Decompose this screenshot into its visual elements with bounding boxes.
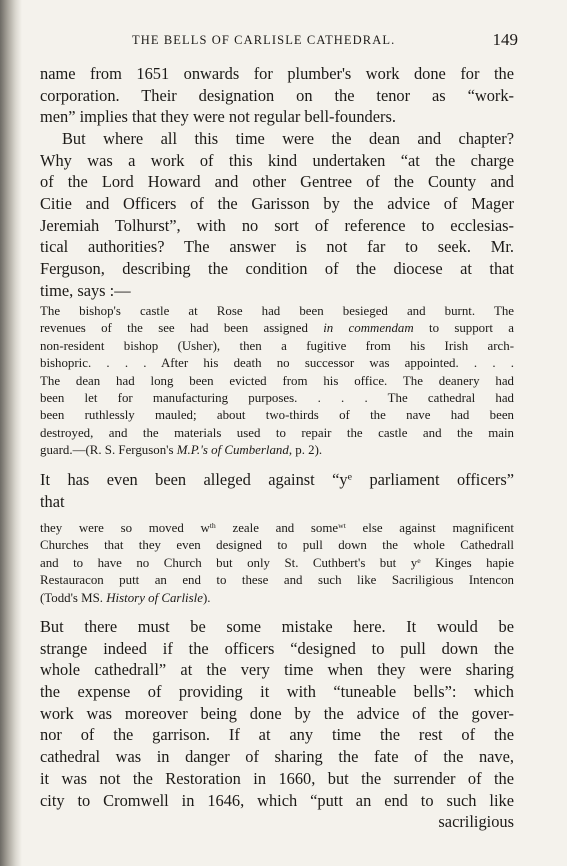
text-line: of the Lord Howard and other Gentree of the County and xyxy=(40,172,514,192)
text-line: time, says :— xyxy=(40,280,131,300)
quote-line: non-resident bishop (Usher), then a fugitive from his Irish arch- xyxy=(40,338,514,353)
text-line: tical authorities? The answer is not far to seek. Mr. xyxy=(40,237,514,257)
quote-line: bishopric. . . . After his death no successor was appointed. . . . xyxy=(40,356,514,371)
text-line: nor of the garrison. If at any time the rest of the xyxy=(40,725,514,745)
paragraph-dean-and-chapter xyxy=(40,128,514,302)
text-line: it was not the Restoration in 1660, but the surrender of the xyxy=(40,768,514,788)
text-line: Jeremiah Tolhurst”, with no sort of reference to ecclesias- xyxy=(40,215,514,235)
text-line: cathedral was in danger of sharing the fate of the nave, xyxy=(40,747,514,767)
quote-line: revenues of the see had been assigned in commendam to support a xyxy=(40,321,514,336)
quote-line: Churches that they even designed to pull down the whole Cathedrall xyxy=(40,538,514,553)
block-quote-todd xyxy=(40,520,514,607)
page-number: 149 xyxy=(492,30,518,49)
quote-line: they were so moved $w^{th}$ zeale and some$^{wt}$ else against magnificent xyxy=(40,520,514,535)
paragraph-mistake xyxy=(40,616,514,833)
quote-line: and to have no Church but only St. Cuthbert's but $y^e$ Kinges hapie xyxy=(40,555,514,570)
text-line: that xyxy=(40,491,65,511)
page-header xyxy=(40,30,518,52)
binding-gutter-shadow xyxy=(0,0,22,866)
text-line: work was moreover being done by the advice of the gover- xyxy=(40,703,514,723)
running-head: THE BELLS OF CARLISLE CATHEDRAL. xyxy=(132,33,396,47)
text-line: city to Cromwell in 1646, which “putt an end to such like xyxy=(40,790,514,810)
paragraph-alleged xyxy=(40,469,514,512)
block-quote-ferguson xyxy=(40,303,514,460)
quote-line: guard.—(R. S. Ferguson's M.P.'s of Cumberland, p. 2). xyxy=(40,443,323,458)
quote-line: (Todd's MS. History of Carlisle). xyxy=(40,590,211,605)
text-line: strange indeed if the officers “designed to pull down the xyxy=(40,638,514,658)
text-line: men” implies that they were not regular bell-founders. xyxy=(40,107,396,127)
paragraph-continuation xyxy=(40,63,514,128)
text-line: name from 1651 onwards for plumber's work done for the xyxy=(40,64,514,83)
text-line: the expense of providing it with “tuneable bells”: which xyxy=(40,682,514,702)
text-line: It has even been alleged against “$y^e$ parliament officers” xyxy=(40,470,514,489)
text-line: corporation. Their designation on the tenor as “work- xyxy=(40,85,514,105)
quote-line: been let for manufacturing purposes. . . . The cathedral had xyxy=(40,390,514,405)
quote-line: been ruthlessly mauled; about two-thirds of the nave had been xyxy=(40,408,514,423)
quote-line: The dean had long been evicted from his office. The deanery had xyxy=(40,373,514,388)
text-line: Why was a work of this kind undertaken “at the charge xyxy=(40,150,514,170)
text-line: whole cathedrall” at the very time when they were sharing xyxy=(40,660,514,680)
catchword: sacriligious xyxy=(438,812,514,832)
text-line: Citie and Officers of the Garisson by the advice of Mager xyxy=(40,194,514,214)
quote-line: Restauracon putt an end to these and such like Sacriligious Intencon xyxy=(40,573,514,588)
quote-line: destroyed, and the materials used to repair the castle and the main xyxy=(40,425,514,440)
text-line: Ferguson, describing the condition of the diocese at that xyxy=(40,259,514,279)
quote-line: The bishop's castle at Rose had been besieged and burnt. The xyxy=(40,304,514,318)
text-line: But there must be some mistake here. It would be xyxy=(40,617,514,636)
text-line: But where all this time were the dean and chapter? xyxy=(62,129,514,148)
